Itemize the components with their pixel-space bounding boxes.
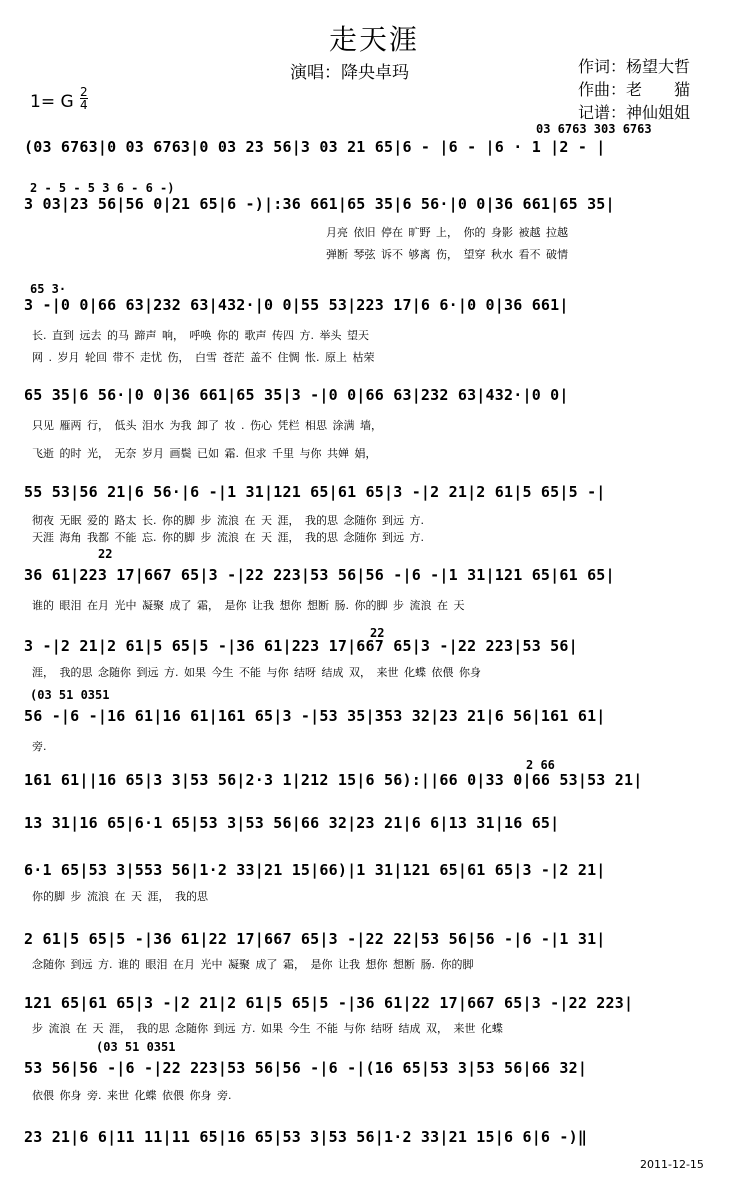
system-11-notation: 6·1 65|53 3|553 56|1·2 33|21 15|66)|1 31|121 65|61 65|3 -|2 21| [24,861,606,879]
system-9-notation: 161 61||16 65|3 3|53 56|2·3 1|212 15|6 56):||66 0|33 0|66 53|53 21| [24,771,643,789]
time-denominator: 4 [80,98,88,112]
system-2-lyrics-verse-2: 弹断 琴弦 诉不 够离 伤， 望穿 秋水 看不 破情 [326,248,568,261]
lyricist-credit: 作词：杨望大哲 [578,57,691,76]
song-title: 走天涯 [328,23,419,56]
time-numerator: 2 [80,85,88,99]
system-7-notation: 3 -|2 21|2 61|5 65|5 -|36 61|223 17|667 65|3 -|22 223|53 56| [24,637,578,655]
system-7-upper-voice: 22 [370,626,385,640]
system-5-lyrics-verse-2: 天涯 海角 我都 不能 忘. 你的脚 步 流浪 在 天 涯， 我的思 念随你 到远 方. [32,531,424,544]
system-8-lyrics: 旁. [32,740,47,753]
system-13-lyrics: 步 流浪 在 天 涯， 我的思 念随你 到远 方. 如果 今生 不能 与你 结呀 结成 双， 来世 化蝶 [32,1022,503,1035]
system-2-notation: 3 03|23 56|56 0|21 65|6 -)|:36 661|65 35|6 56·|0 0|36 661|65 35| [24,195,615,213]
composer-credit: 作曲：老 猫 [578,80,691,99]
system-15-notation: 23 21|6 6|11 11|11 65|16 65|53 3|53 56|1·2 33|21 15|6 6|6 -)‖ [24,1128,588,1146]
system-1-notation: (03 6763|0 03 6763|0 03 23 56|3 03 21 65|6 - |6 - |6 · 1 |2 - | [24,138,606,156]
system-9-upper-voice: 2 66 [526,758,555,772]
system-8-upper-voice: (03 51 0351 [30,688,110,702]
system-11-lyrics: 你的脚 步 流浪 在 天 涯， 我的思 [32,890,208,903]
system-8-notation: 56 -|6 -|16 61|16 61|161 65|3 -|53 35|353 32|23 21|6 56|161 61| [24,707,606,725]
system-7-lyrics: 涯， 我的思 念随你 到远 方. 如果 今生 不能 与你 结呀 结成 双， 来世 化蝶 依偎 你身 [32,666,481,679]
system-3-lyrics-verse-1: 长. 直到 远去 的马 蹄声 响， 呼唤 你的 歌声 传四 方. 举头 望天 [32,329,369,342]
system-2-lyrics-verse-1: 月亮 依旧 停在 旷野 上， 你的 身影 被越 拉越 [326,226,568,239]
transcription-date: 2011-12-15 [640,1158,704,1171]
system-3-upper-voice: 65 3· [30,282,67,296]
system-12-lyrics: 念随你 到远 方. 谁的 眼泪 在月 光中 凝聚 成了 霜， 是你 让我 想你 想断 肠. 你的脚 [32,958,474,971]
key-signature: 1= G [30,92,74,112]
system-14-lyrics: 依偎 你身 旁. 来世 化蝶 依偎 你身 旁. [32,1089,232,1102]
system-3-lyrics-verse-2: 网 . 岁月 轮回 带不 走忧 伤， 白雪 苍茫 盖不 住惆 怅. 原上 枯荣 [32,351,375,364]
system-10-notation: 13 31|16 65|6·1 65|53 3|53 56|66 32|23 21|6 6|13 31|16 65| [24,814,560,832]
system-1-upper-voice: 03 6763 303 6763 [536,122,652,136]
system-14-upper-voice: (03 51 0351 [96,1040,176,1054]
time-signature [80,86,88,111]
system-6-notation: 36 61|223 17|667 65|3 -|22 223|53 56|56 -|6 -|1 31|121 65|61 65| [24,566,615,584]
transcriber-credit: 记谱：神仙姐姐 [578,103,691,122]
system-12-notation: 2 61|5 65|5 -|36 61|22 17|667 65|3 -|22 22|53 56|56 -|6 -|1 31| [24,930,606,948]
singer-credit: 演唱：降央卓玛 [290,63,409,83]
system-4-lyrics-verse-2: 飞逝 的时 光， 无奈 岁月 画鬓 已如 霜. 但求 千里 与你 共婵 娟， [32,447,377,460]
system-5-notation: 55 53|56 21|6 56·|6 -|1 31|121 65|61 65|3 -|2 21|2 61|5 65|5 -| [24,483,606,501]
system-3-notation: 3 -|0 0|66 63|232 63|432·|0 0|55 53|223 17|6 6·|0 0|36 661| [24,296,569,314]
system-6-lyrics: 谁的 眼泪 在月 光中 凝聚 成了 霜， 是你 让我 想你 想断 肠. 你的脚 步 流浪 在 天 [32,599,465,612]
system-6-upper-voice: 22 [98,547,113,561]
system-2-upper-voice: 2 - 5 - 5 3 6 - 6 -) [30,181,175,195]
system-5-lyrics-verse-1: 彻夜 无眠 爱的 路太 长. 你的脚 步 流浪 在 天 涯， 我的思 念随你 到远 方. [32,514,424,527]
system-4-lyrics-verse-1: 只见 雁两 行， 低头 泪水 为我 卸了 妆 . 伤心 凭栏 相思 涂满 墙， [32,419,382,432]
system-4-notation: 65 35|6 56·|0 0|36 661|65 35|3 -|0 0|66 63|232 63|432·|0 0| [24,386,569,404]
system-13-notation: 121 65|61 65|3 -|2 21|2 61|5 65|5 -|36 61|22 17|667 65|3 -|22 223| [24,994,634,1012]
system-14-notation: 53 56|56 -|6 -|22 223|53 56|56 -|6 -|(16 65|53 3|53 56|66 32| [24,1059,588,1077]
